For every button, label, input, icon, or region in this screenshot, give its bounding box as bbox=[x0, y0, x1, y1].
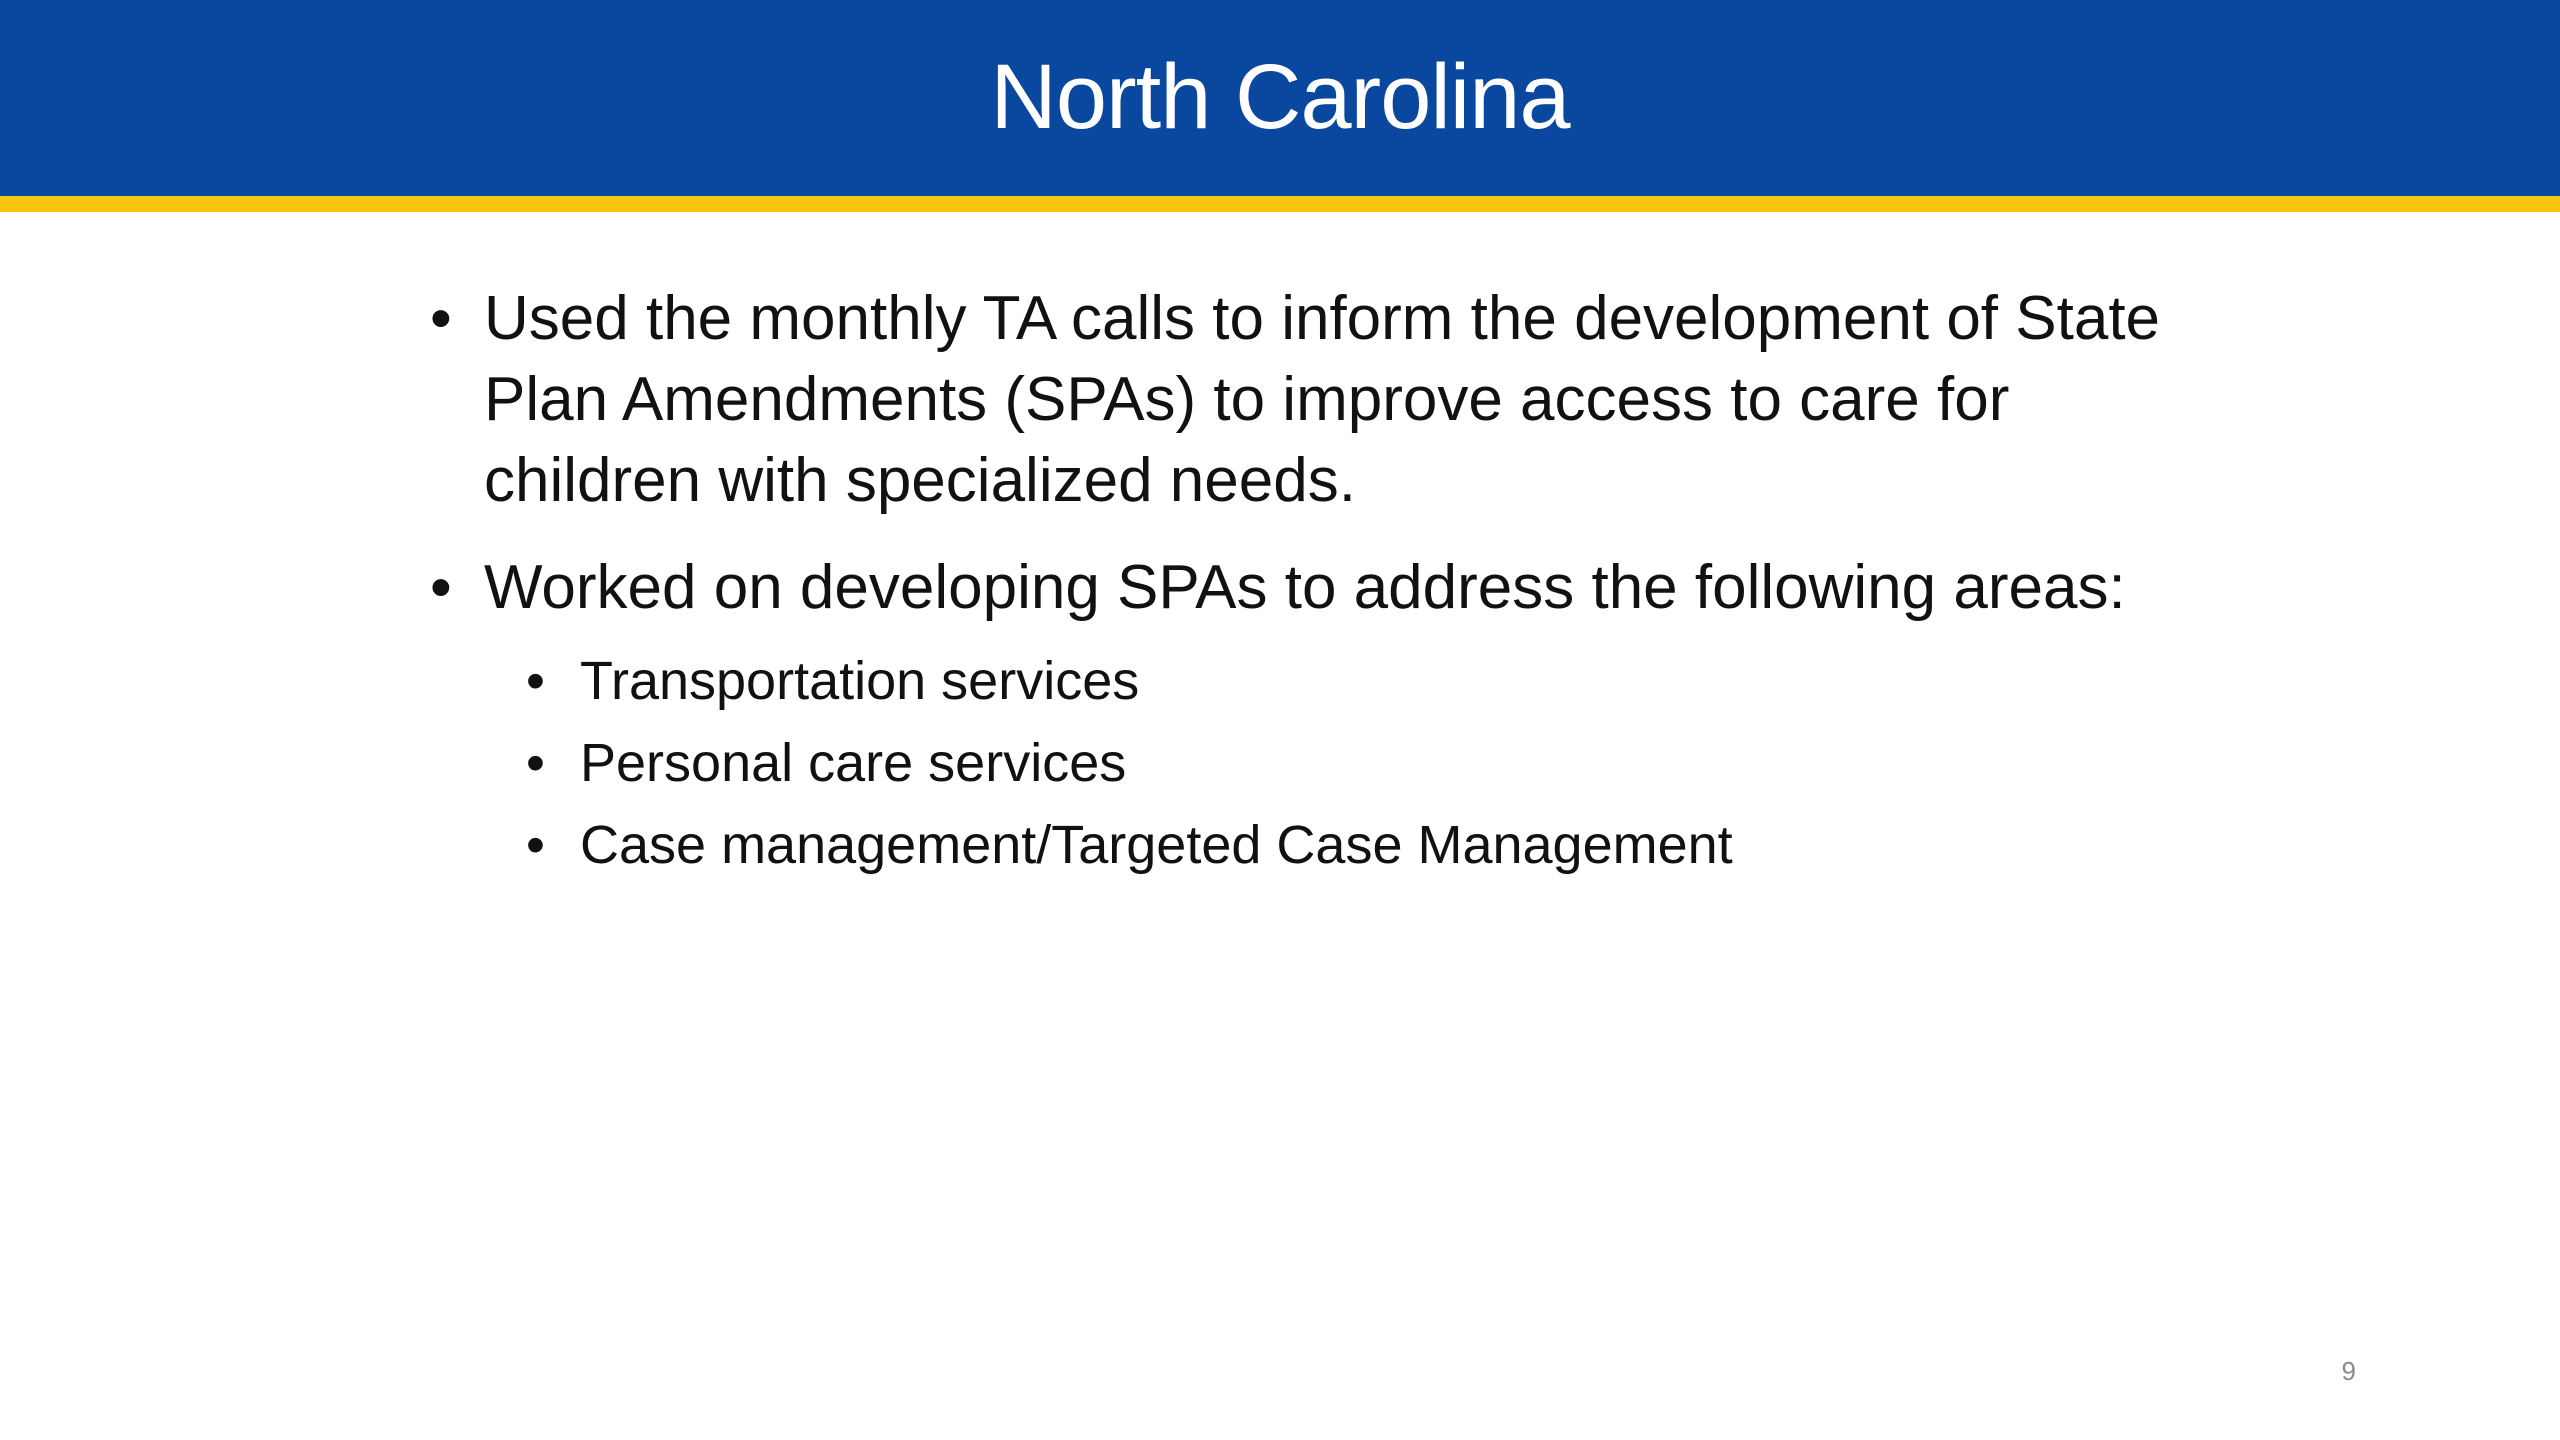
sub-bullet-icon: • bbox=[526, 733, 545, 793]
title-banner bbox=[0, 0, 2560, 196]
sub-bullet-text: Personal care services bbox=[580, 733, 1127, 793]
sub-bullet-item bbox=[484, 722, 2180, 804]
slide-title: North Carolina bbox=[990, 46, 1570, 148]
bullet-text: Worked on developing SPAs to address the following areas: bbox=[484, 553, 2126, 622]
bullet-icon: • bbox=[430, 284, 452, 353]
bullet-item bbox=[430, 278, 2180, 521]
bullet-list bbox=[430, 278, 2180, 886]
sub-bullet-text: Case management/Targeted Case Management bbox=[580, 815, 1733, 875]
sub-bullet-list bbox=[484, 640, 2180, 886]
bullet-text: Used the monthly TA calls to inform the development of State Plan Amendments (SPAs) to improve access to care for children with specialized needs. bbox=[484, 284, 2161, 515]
sub-bullet-icon: • bbox=[526, 815, 545, 875]
slide-body bbox=[430, 278, 2180, 912]
bullet-icon: • bbox=[430, 553, 452, 622]
sub-bullet-item bbox=[484, 640, 2180, 722]
sub-bullet-icon: • bbox=[526, 651, 545, 711]
sub-bullet-item bbox=[484, 804, 2180, 886]
sub-bullet-text: Transportation services bbox=[580, 651, 1140, 711]
accent-divider-bar bbox=[0, 196, 2560, 212]
bullet-item bbox=[430, 547, 2180, 886]
page-number: 9 bbox=[2341, 1356, 2356, 1386]
